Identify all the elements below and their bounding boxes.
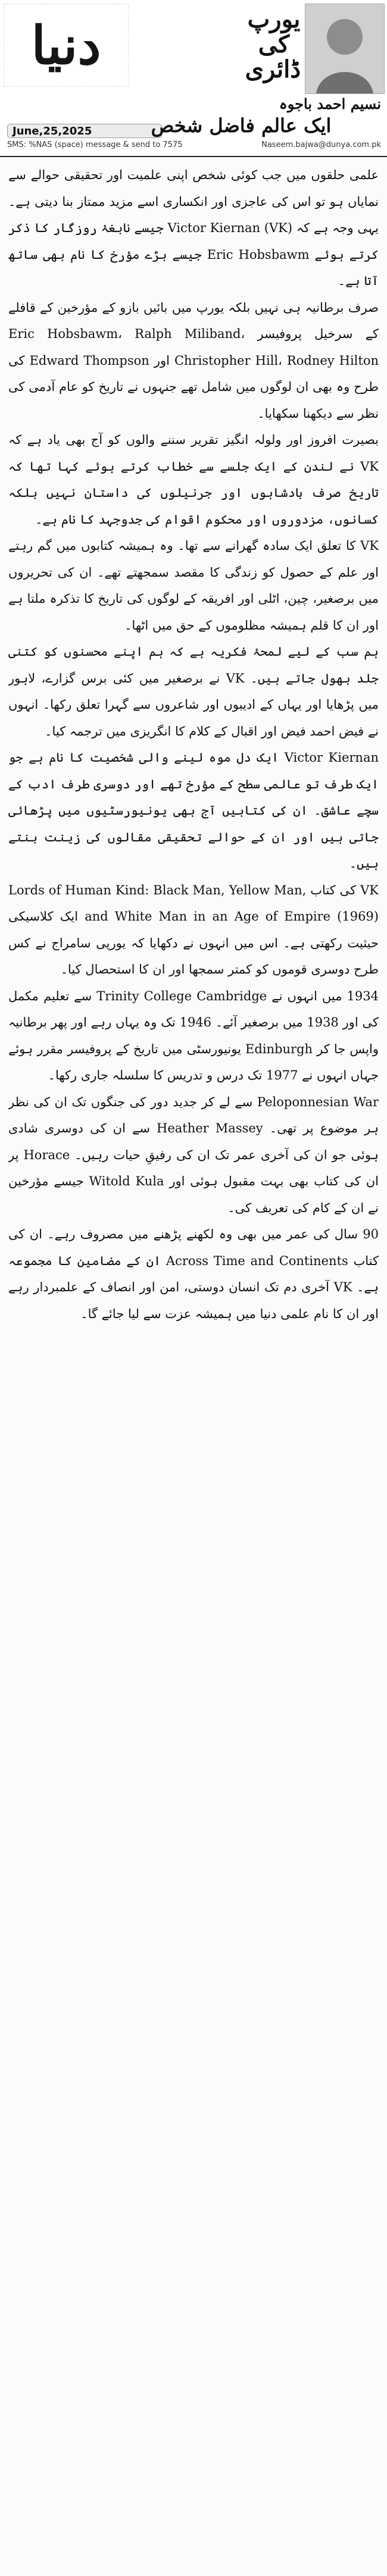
author-name: نسیم احمد باجوہ xyxy=(279,95,381,112)
paragraph: ہم سب کے لیے لمحۂ فکریہ ہے کہ ہم اپنے محسنوں کو کتنی جلد بھول جاتے ہیں۔ VK نے برصغیر میں کئی برس گزارے، لاہور میں پڑھایا اور یہاں کے ادیبوں اور شاعروں سے گہرا تعلق رکھا۔ انہوں نے فیض احمد فیض اور اقبال کے کلام کا انگریزی میں ترجمہ کیا۔ xyxy=(8,644,379,738)
paragraph: صرف برطانیہ ہی نہیں بلکہ یورپ میں بائیں بازو کے مؤرخین کے قافلے کے سرخیل پروفیسر Eric Hobsbawm، Ralph Miliband، Christopher Hill، Rodney Hilton اور Edward Thompson کی طرح وہ بھی ان لوگوں میں شامل تھے جنہوں نے تاریخ کو عام آدمی کی نظر سے دیکھنا سکھایا۔ xyxy=(8,300,379,421)
paragraph: VK کی کتاب Lords of Human Kind: Black Man, Yellow Man, and White Man in an Age of Empire (1969) ایک کلاسیکی حیثیت رکھتی ہے۔ اس میں انہوں نے دکھایا کہ یورپی سامراج نے کس طرح دوسری قوموں کو کمتر سمجھا اور ان کا استحصال کیا۔ xyxy=(8,882,379,976)
paragraph: VK کا تعلق ایک سادہ گھرانے سے تھا۔ وہ ہمیشہ کتابوں میں گم رہتے اور علم کے حصول کو زندگی کا مقصد سمجھتے تھے۔ ان کی تحریروں میں برصغیر، چین، اٹلی اور افریقہ کے لوگوں کی تاریخ کا تذکرہ ملتا ہے اور ان کا قلم ہمیشہ مظلوموں کے حق میں اٹھا۔ xyxy=(8,539,379,633)
newspaper-logo xyxy=(4,4,129,87)
paragraph: علمی حلقوں میں جب کوئی شخص اپنی علمیت اور تحقیقی حوالے سے نمایاں ہو تو اس کی عاجزی اور انکساری اسے مزید ممتاز بنا دیتی ہے۔ یہی وجہ ہے کہ Victor Kiernan (VK) جیسے نابغۂ روزگار کا ذکر کرتے ہوئے Eric Hobsbawm جیسے بڑے مؤرخ کا نام بھی ساتھ آتا ہے۔ xyxy=(8,168,379,288)
author-email: Naseem.bajwa@dunya.com.pk xyxy=(261,140,381,149)
publish-date: June,25,2025 xyxy=(7,124,162,138)
article-body xyxy=(8,162,379,2569)
paragraph: بصیرت افروز اور ولولہ انگیز تقریر سننے والوں کو آج بھی یاد ہے کہ VK نے لندن کے ایک جلسے سے خطاب کرتے ہوئے کہا تھا کہ تاریخ صرف بادشاہوں اور جرنیلوں کی داستان نہیں بلکہ کسانوں، مزدوروں اور محکوم اقوام کی جدوجہد کا نام ہے۔ xyxy=(8,433,379,527)
paragraph: Peloponnesian War سے لے کر جدید دور کی جنگوں تک ان کی نظر ہر موضوع پر تھی۔ Heather Massey سے ان کی دوسری شادی ہوئی جو ان کی آخری عمر تک ان کی رفیقِ حیات رہیں۔ Horace پر ان کی کتاب بھی بہت مقبول ہوئی اور Witold Kula جیسے مؤرخین نے ان کے کام کی تعریف کی۔ xyxy=(8,1094,379,1215)
author-photo xyxy=(305,4,385,94)
paragraph: 1934 میں انہوں نے Trinity College Cambridge سے تعلیم مکمل کی اور 1938 میں برصغیر آئے۔ 1946 تک وہ یہاں رہے اور پھر برطانیہ واپس جا کر Edinburgh یونیورسٹی میں تاریخ کے پروفیسر مقرر ہوئے جہاں انہوں نے 1977 تک درس و تدریس کا سلسلہ جاری رکھا۔ xyxy=(8,988,379,1082)
logo-text: دنیا xyxy=(31,14,101,76)
author-portrait-icon xyxy=(305,4,384,93)
paragraph: 90 سال کی عمر میں بھی وہ لکھنے پڑھنے میں مصروف رہے۔ ان کی کتاب Across Time and Continents ان کے مضامین کا مجموعہ ہے۔ VK آخری دم تک انسان دوستی، امن اور انصاف کے علمبردار رہے اور ان کا نام علمی دنیا میں ہمیشہ عزت سے لیا جائے گا۔ xyxy=(8,1227,379,1321)
logo-frame xyxy=(4,4,129,87)
sms-instructions: SMS: %NAS (space) message & send to 7575 xyxy=(7,140,183,149)
column-name: یورپ کی ڈائری xyxy=(245,5,301,83)
article-title: ایک عالم فاضل شخص xyxy=(151,114,332,137)
paragraph: Victor Kiernan ایک دل موہ لینے والی شخصیت کا نام ہے جو ایک طرف تو عالمی سطح کے مؤرخ تھے اور دوسری طرف ادب کے سچے عاشق۔ ان کی کتابیں آج بھی یونیورسٹیوں میں پڑھائی جاتی ہیں اور ان کے حوالے تحقیقی مقالوں کی زینت بنتے ہیں۔ xyxy=(8,750,379,871)
column-header xyxy=(0,0,387,157)
